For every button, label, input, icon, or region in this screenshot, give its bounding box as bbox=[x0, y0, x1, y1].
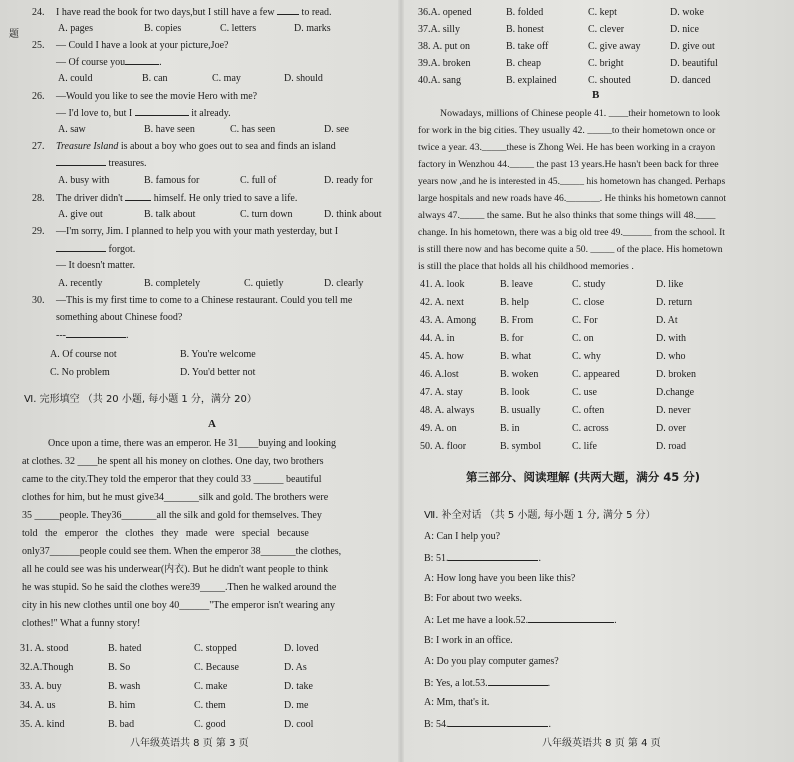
dialogue-line: B: 51. . bbox=[424, 549, 541, 567]
question-30: 30. —This is my first time to come to a Chinese restaurant. Could you tell me bbox=[32, 295, 353, 306]
passage-b-line: Nowadays, millions of Chinese people 41. ____their hometown to look bbox=[440, 108, 720, 119]
right-page: 36.A. opened B. folded C. kept D. woke 37.A. silly B. honest C. clever D. nice 38. A. put on B. take off C. give away D. give out 39.A. broken B. cheap C. bright D. beautiful 40.A. sang B. explained C. shouted D. danced B Nowadays, millions of Chinese people 41. ____their hometown to look for work in the big cities. They usually 42. _____to their hometown once or twice a year. 43._____these is Zhong Wei. He has been working in a crayon factory in Wenzhou 44._____ the past 13 years.He hasn't been back for three years now ,and he is interested in 45._____ his hometown has changed. Perhaps large hospitals and new roads have 46._______. He thinks his hometown cannot always 47._____ the same. But he also thinks that some things will 48.____ change. In his hometown, there was a big old tree 49.______ from the school. It is still there now and has become quite a 50. _____ of the place. His hometown is still the place that holds all his childhood memories . 41. A. look B. leave C. study D. like 42. A. next B. help C. close D. return 43. A. Among B. From C. For D. At 44. A. in B. for C. on D. with 45. A. how B. what C. why D. who 46. A.lost B. woken C. appeared D. broken 47. A. stay B. look C. use D.change 48. A. always B. usually C. often D. never 49. A. on B. in C. across D. over 50. A. floor B. symbol C. life D. road 第三部分、阅读理解 (共两大题，满分 45 分) Ⅶ. 补全对话 （共 5 小题, 每小题 1 分, 满分 5 分） A: Can I help you? B: 51. . A: How long have you been like this? B: For about two weeks. A: Let me have a look.52. . B: I work in an office. A: Do you play computer games? B: Yes, a lot.53. . A: Mm, that's it. B: 54. . 八年级英语共 8 页 第 4 页 bbox=[410, 0, 786, 762]
passage-a-line: clothes!" What a funny story! bbox=[22, 618, 141, 629]
question-26: 26. —Would you like to see the movie Hero with me? bbox=[32, 91, 258, 102]
dialogue-line: A: How long have you been like this? bbox=[424, 573, 576, 584]
passage-a-line: told the emperor the clothes they made were special because bbox=[22, 528, 309, 539]
dialogue-line: B: Yes, a lot.53. . bbox=[424, 674, 550, 692]
passage-a-line: all he could see was his underwear(内衣). But he didn't want people to think bbox=[22, 564, 329, 575]
answer-blank bbox=[125, 189, 151, 201]
answer-blank bbox=[125, 53, 159, 65]
question-24: 24. I have read the book for two days,but I still have a few to read. bbox=[32, 3, 332, 21]
answer-blank bbox=[66, 326, 126, 338]
answer-blank bbox=[277, 3, 299, 15]
answer-blank-54 bbox=[448, 715, 548, 727]
passage-a-line: he was stupid. So he said the clothes were39_____.Then he walked around the bbox=[22, 582, 337, 593]
passage-b-line: always 47._____ the same. But he also thinks that some things will 48.____ bbox=[418, 210, 716, 221]
passage-b-line: is still there now and has become quite a 50. _____ of the place. His hometown bbox=[418, 244, 723, 255]
question-25: 25. — Could I have a look at your picture,Joe? bbox=[32, 40, 229, 51]
question-29-continued: forgot. bbox=[56, 240, 135, 258]
passage-b-line: large hospitals and new roads have 46._______. He thinks his hometown cannot bbox=[418, 193, 727, 204]
question-27: 27. Treasure Island is about a boy who goes out to sea and finds an island bbox=[32, 141, 336, 152]
answer-blank bbox=[56, 240, 106, 252]
answer-blank-53 bbox=[488, 674, 548, 686]
section-vii-title: Ⅶ. 补全对话 （共 5 小题, 每小题 1 分, 满分 5 分） bbox=[424, 510, 656, 521]
passage-b-line: change. In his hometown, there was a big old tree 49.______ from the school. It bbox=[418, 227, 725, 238]
passage-b-line: years now ,and he is interested in 45._____ his hometown has changed. Perhaps bbox=[418, 176, 726, 187]
passage-b-label: B bbox=[592, 89, 600, 101]
passage-a-line: came to the city.They told the emperor that they could 33 ______ beautiful bbox=[22, 474, 322, 485]
passage-a-line: 35 _____people. They36_______all the silk and gold for themselves. They bbox=[22, 510, 322, 521]
passage-b-line: for work in the big cities. They usually 42. _____to their hometown once or bbox=[418, 125, 716, 136]
answer-blank-51 bbox=[448, 549, 538, 561]
question-26-response: — I'd love to, but I it already. bbox=[56, 104, 231, 122]
question-29-reply: — It doesn't matter. bbox=[56, 260, 136, 271]
passage-a-line: at clothes. 32 ____he spent all his money on clothes. One day, two brothers bbox=[22, 456, 324, 467]
question-27-continued: treasures. bbox=[56, 154, 147, 172]
page-footer-left: 八年级英语共 8 页 第 3 页 bbox=[130, 738, 249, 749]
question-30-continued: something about Chinese food? bbox=[56, 312, 183, 323]
passage-b-line: twice a year. 43._____these is Zhong Wei. He has been working in a crayon bbox=[418, 142, 716, 153]
passage-a-line: clothes for him, but he must give34_______silk and gold. The brothers were bbox=[22, 492, 329, 503]
part-three-title: 第三部分、阅读理解 (共两大题，满分 45 分) bbox=[466, 470, 701, 484]
answer-blank bbox=[56, 154, 106, 166]
dialogue-line: A: Can I help you? bbox=[424, 531, 501, 542]
binding-margin-mark: 题 bbox=[9, 29, 19, 40]
passage-a-label: A bbox=[208, 418, 216, 430]
dialogue-line: A: Do you play computer games? bbox=[424, 656, 559, 667]
left-page: 题 24. I have read the book for two days,but I still have a few to read. A. pages B. copies C. letters D. marks 25. — Could I have a look at your picture,Joe? — Of course you . A. could B. can C. may D. should 26. —Would you like to see the movie Hero with me? — I'd love to, but I it already. A. saw B. have seen C. has seen D. see 27. Treasure Island is about a boy who goes out to sea and finds an island treasures. A. busy with B. famous for C. full of D. ready for 28. The driver didn't himself. He only tried to save a life. A. give out B. talk about C. turn down D. think about 29. —I'm sorry, Jim. I planned to help you with your math yesterday, but I forgot. — It doesn't matter. A. recently B. completely C. quietly D. clearly 30. —This is my first time to come to a Chinese restaurant. Could you tell me something about Chinese food? --- . A. Of course not B. You're welcome C. No problem D. You'd better not Ⅵ. 完形填空 （共 20 小题, 每小题 1 分，满分 20） A Once upon a time, there was an emperor. He 31____buying and looking at clothes. 32 ____he spent all his money on clothes. One day, two brothers came to the city.They told the emperor that they could 33 ______ beautiful clothes for him, but he must give34_______silk and gold. The brothers were 35 _____people. They36_______all the silk and gold for themselves. They told the emperor the clothes they made were special because only37______people could see them. When the emperor 38_______the clothes, all he could see was his underwear(内衣). But he didn't want people to think he was stupid. So he said the clothes were39_____.Then he walked around the city in his new clothes until one boy 40______"The emperor isn't wearing any clothes!" What a funny story! 31. A. stood B. hated C. stopped D. loved 32.A.Though B. So C. Because D. As 33. A. buy B. wash C. make D. take 34. A. us B. him C. them D. me 35. A. kind B. bad C. good D. cool 八年级英语共 8 页 第 3 页 bbox=[8, 0, 400, 762]
dialogue-line: B: For about two weeks. bbox=[424, 593, 523, 604]
passage-b-line: factory in Wenzhou 44._____ the past 13 years.He hasn't been back for three bbox=[418, 159, 719, 170]
dialogue-line: A: Mm, that's it. bbox=[424, 697, 490, 708]
answer-blank bbox=[135, 104, 189, 116]
question-30-response: --- . bbox=[56, 326, 129, 344]
section-vi-title: Ⅵ. 完形填空 （共 20 小题, 每小题 1 分，满分 20） bbox=[24, 394, 257, 405]
question-25-response: — Of course you . bbox=[56, 53, 162, 71]
dialogue-line: B: I work in an office. bbox=[424, 635, 513, 646]
passage-a-line: city in his new clothes until one boy 40______"The emperor isn't wearing any bbox=[22, 600, 336, 611]
dialogue-line: B: 54. . bbox=[424, 715, 551, 733]
passage-a-line: only37______people could see them. When the emperor 38_______the clothes, bbox=[22, 546, 342, 557]
answer-blank-52 bbox=[528, 611, 614, 623]
page-footer-right: 八年级英语共 8 页 第 4 页 bbox=[542, 738, 661, 749]
question-28: 28. The driver didn't himself. He only tried to save a life. bbox=[32, 189, 297, 207]
passage-b-line: is still the place that holds all his childhood memories . bbox=[418, 261, 634, 272]
question-29: 29. —I'm sorry, Jim. I planned to help you with your math yesterday, but I bbox=[32, 226, 339, 237]
dialogue-line: A: Let me have a look.52. . bbox=[424, 611, 617, 629]
passage-a-line: Once upon a time, there was an emperor. He 31____buying and looking bbox=[48, 438, 336, 449]
